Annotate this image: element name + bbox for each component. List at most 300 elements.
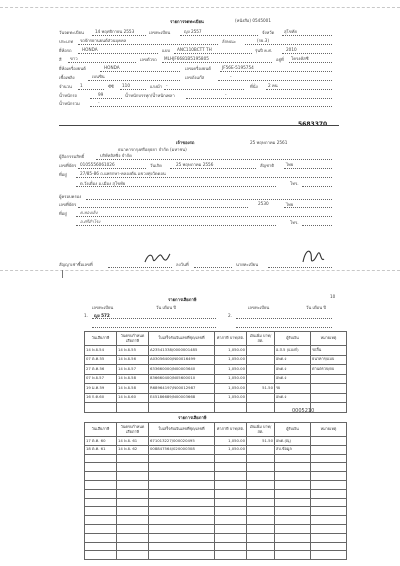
empty-cell — [247, 454, 275, 463]
cell-surcharge — [247, 445, 275, 454]
field-underline — [302, 186, 332, 187]
field-underline — [302, 225, 332, 226]
empty-cell — [275, 542, 311, 551]
cell-due-date: 14 พ.ย.58 — [117, 384, 149, 394]
empty-cell — [215, 507, 247, 516]
type-label: ประเภท — [59, 39, 74, 44]
field-underline — [289, 62, 332, 63]
table-row-empty — [85, 489, 347, 498]
model-year-value: 2010 — [286, 47, 297, 52]
empty-cell — [311, 463, 347, 472]
field-underline — [245, 44, 332, 45]
owner-line: ธนาคารกรุงศรีอยุธยา จำกัด (มหาชน) — [118, 147, 187, 152]
col-header-note: หมายเหตุ — [311, 423, 347, 437]
total-weight-value: - — [98, 100, 100, 105]
field-underline — [174, 53, 252, 54]
cell-receiver: อพด.ง — [275, 393, 311, 403]
cell-receipt-no: E45186689/N00003668 — [149, 393, 215, 403]
registrar-label: นายทะเบียน — [236, 262, 259, 267]
possessor-id-label: เลขที่บัตร — [59, 202, 77, 207]
empty-cell — [149, 507, 215, 516]
empty-cell — [149, 463, 215, 472]
empty-cell — [149, 533, 215, 542]
registration-no-label: เลขทะเบียน — [149, 30, 171, 35]
table-row — [85, 445, 347, 454]
empty-cell — [149, 480, 215, 489]
birth-value: 25 พฤษภาคม 2556 — [176, 162, 214, 167]
load-value: - — [225, 92, 227, 97]
cylinders-label: จำนวน — [59, 84, 72, 89]
field-underline — [180, 35, 258, 36]
model-label: แบบ — [162, 48, 171, 53]
cell-tax-amount: 1,050.00 — [215, 355, 247, 365]
col-header-tax: ค่าภาษี บาท/สต. — [215, 423, 247, 437]
cell-tax-amount: 1,050.00 — [215, 374, 247, 384]
stamp-number-2: 0005210 — [292, 408, 315, 414]
empty-cell — [311, 403, 347, 413]
cell-tax-date: 07 ต.ค.55 — [85, 355, 117, 365]
empty-cell — [215, 533, 247, 542]
cell-receipt-no: 836660400/N05600010 — [149, 374, 215, 384]
cell-receiver: รย — [275, 384, 311, 394]
cell-tax-amount: 1,050.00 — [215, 365, 247, 375]
cell-receipt-no: A23541338/0000001485 — [149, 346, 215, 356]
empty-cell — [85, 454, 117, 463]
empty-cell — [247, 542, 275, 551]
type-value: รถจักรยานยนต์ส่วนบุคคล — [80, 38, 127, 43]
empty-cell — [117, 472, 149, 481]
field-underline — [120, 89, 146, 90]
col-header-tax-date: วันเสียภาษี — [85, 332, 117, 346]
table-row — [85, 365, 347, 375]
empty-cell — [247, 489, 275, 498]
empty-cell — [85, 403, 117, 413]
section1-title: รายการจดทะเบียน — [170, 19, 204, 24]
empty-cell — [215, 403, 247, 413]
cell-tax-date: 27 ต.ค.56 — [85, 365, 117, 375]
empty-cell — [247, 403, 275, 413]
possessor-address-value-2: อ.ศรีสำโรง — [80, 219, 101, 224]
col-header-receiver: ผู้รับเงิน — [275, 332, 311, 346]
possessor-label: ผู้ครอบครอง — [59, 194, 82, 199]
field-underline — [282, 53, 332, 54]
empty-cell — [117, 516, 149, 525]
cell-receipt-no: R68964197/N00012987 — [149, 384, 215, 394]
cylinders-value: 1 — [80, 83, 83, 88]
empty-cell — [215, 542, 247, 551]
empty-cell — [275, 551, 311, 560]
field-underline — [164, 89, 244, 90]
cell-note — [311, 445, 347, 454]
field-underline — [218, 80, 332, 81]
cell-receipt-no: 671013227/000020495 — [149, 437, 215, 446]
color-label: สี — [59, 57, 62, 62]
empty-cell — [311, 551, 347, 560]
field-underline — [76, 177, 332, 178]
model-value: ANC110BCTT TH — [177, 47, 212, 52]
tax-table-2 — [84, 422, 347, 560]
empty-cell — [247, 551, 275, 560]
weight-label: น้ำหนักรถ — [59, 93, 78, 98]
table-row-empty — [85, 507, 347, 516]
empty-cell — [149, 403, 215, 413]
empty-cell — [275, 516, 311, 525]
empty-cell — [85, 472, 117, 481]
empty-cell — [275, 489, 311, 498]
address-value-2: ต.วังเดื่อง อ.เมือง สุโขทัย — [80, 181, 126, 186]
empty-cell — [149, 472, 215, 481]
chassis-value: MLHJF6681B5195805 — [164, 56, 209, 61]
empty-cell — [85, 524, 117, 533]
cell-tax-amount: 1,050.00 — [215, 346, 247, 356]
engine-brand-label: ยี่ห้อเครื่องยนต์ — [59, 66, 86, 71]
field-underline — [76, 225, 276, 226]
empty-cell — [247, 463, 275, 472]
cell-due-date: 14 พ.ย. 61 — [117, 437, 149, 446]
field-underline — [90, 106, 332, 107]
style-value: (รย.3) — [257, 38, 269, 43]
empty-cell — [275, 507, 311, 516]
brand-value: HONDA — [82, 47, 98, 52]
possessor-address-value: ต.ทองเลิง — [80, 210, 98, 215]
empty-cell — [275, 480, 311, 489]
cc-value: 110 — [122, 83, 130, 88]
empty-cell — [311, 454, 347, 463]
col-header-surcharge: เงินเพิ่ม บาท/สต. — [247, 332, 275, 346]
field-underline — [68, 62, 136, 63]
cell-tax-date: 07 พ.ย.57 — [85, 374, 117, 384]
cell-tax-date: 18 ต.ค. 61 — [85, 445, 117, 454]
table-row — [85, 346, 347, 356]
field-underline — [284, 207, 332, 208]
province-value: สุโขทัย — [284, 29, 297, 34]
table-row-empty — [85, 454, 347, 463]
cell-receipt-no: 633660000/N00003640 — [149, 365, 215, 375]
field-underline — [78, 44, 218, 45]
field-underline — [170, 168, 256, 169]
empty-cell — [247, 498, 275, 507]
province-label: จังหวัด — [262, 30, 275, 35]
field-underline — [186, 98, 332, 99]
cell-due-date: 14 พ.ย.55 — [117, 346, 149, 356]
empty-cell — [117, 507, 149, 516]
field-underline — [108, 267, 172, 268]
holder-signature — [142, 250, 172, 266]
fuel-label: เชื้อเพลิง — [59, 75, 75, 80]
weight-value: 99 — [98, 92, 104, 97]
hp-value: - — [166, 83, 168, 88]
cell-surcharge: 51.50 — [247, 384, 275, 394]
id-value: 0105556061026 — [80, 162, 115, 167]
cell-tax-date: 19 ม.ค.59 — [85, 384, 117, 394]
id-label: เลขที่บัตร — [59, 163, 77, 168]
total-weight-label: น้ำหนักรวม — [59, 101, 80, 106]
chassis-pos-label: อยู่ที่ — [276, 57, 284, 62]
load-label: น้ำหนักบรรทุก/น้ำหนักเพลา — [125, 93, 175, 98]
empty-cell — [85, 516, 117, 525]
dated-label: ลงวันที่ — [176, 262, 189, 267]
empty-cell — [149, 551, 215, 560]
hire-purchase-label: สัญญาเช่าซื้อเลขที่ — [59, 262, 93, 267]
brand-label: ยี่ห้อรถ — [59, 48, 72, 53]
date-header-2: วัน เดือน ปี — [306, 305, 327, 310]
holder-name: บริษัทลิสซิ่ง จำกัด — [100, 153, 132, 158]
cell-surcharge — [247, 355, 275, 365]
gas-tank-value: - — [230, 74, 232, 79]
col-header-note: หมายเหตุ — [311, 332, 347, 346]
cell-tax-amount: 1,050.00 — [215, 437, 247, 446]
field-underline — [92, 35, 146, 36]
empty-cell — [117, 524, 149, 533]
cell-due-date: 14 พ.ย.60 — [117, 393, 149, 403]
cell-due-date: 14 พ.ย.57 — [117, 365, 149, 375]
cell-tax-date: 16 ก.ค.60 — [85, 393, 117, 403]
reg-date-value: 14 พฤศจิกายน 2553 — [95, 29, 135, 34]
empty-cell — [149, 524, 215, 533]
empty-cell — [247, 524, 275, 533]
empty-cell — [149, 516, 215, 525]
empty-cell — [149, 454, 215, 463]
possessor-address-label: ที่อยู่ — [59, 211, 67, 216]
date-header-1: วัน เดือน ปี — [156, 305, 177, 310]
cell-note: ธนาคาร/แบบ — [311, 355, 347, 365]
col-header-due-date: วันครบกำหนดเสียภาษี — [117, 423, 149, 437]
table-row-empty — [85, 533, 347, 542]
empty-cell — [215, 516, 247, 525]
col-header-tax: ค่าภาษี บาท/สต. — [215, 332, 247, 346]
col-header-due-date: วันครบกำหนดเสียภาษี — [117, 332, 149, 346]
cell-receipt-no: 008847564/020000308 — [149, 445, 215, 454]
cell-surcharge: 51.50 — [247, 437, 275, 446]
field-underline — [78, 168, 146, 169]
empty-cell — [275, 498, 311, 507]
cell-receiver: อพด.ง — [275, 374, 311, 384]
page-number: 10 — [330, 294, 336, 299]
empty-cell — [85, 498, 117, 507]
cell-tax-amount: 1,050.00 — [215, 445, 247, 454]
table-row-empty — [85, 472, 347, 481]
cell-tax-amount: 1,050.00 — [215, 393, 247, 403]
field-underline — [282, 35, 332, 36]
cell-receiver: อพด.ง — [275, 365, 311, 375]
empty-cell — [215, 551, 247, 560]
empty-cell — [117, 542, 149, 551]
empty-cell — [215, 472, 247, 481]
field-underline — [76, 216, 332, 217]
empty-cell — [311, 524, 347, 533]
chassis-pos-value: โครงคัสซี — [291, 56, 309, 61]
empty-cell — [311, 498, 347, 507]
col-header-receipt: ใบเสร็จรับเงินเลขที่ชุด/เลขที่ — [149, 423, 215, 437]
empty-cell — [215, 524, 247, 533]
empty-cell — [117, 403, 149, 413]
field-underline — [78, 53, 158, 54]
field-underline — [194, 267, 232, 268]
empty-cell — [117, 489, 149, 498]
address-label: ที่อยู่ — [59, 172, 67, 177]
cell-note — [311, 374, 347, 384]
birth-label: วันเกิด — [150, 163, 162, 168]
empty-cell — [85, 463, 117, 472]
empty-cell — [149, 498, 215, 507]
empty-cell — [117, 551, 149, 560]
empty-cell — [247, 516, 275, 525]
field-underline — [88, 80, 180, 81]
empty-cell — [247, 507, 275, 516]
tax-table-1 — [84, 331, 347, 413]
field-underline — [220, 71, 332, 72]
empty-cell — [215, 489, 247, 498]
empty-cell — [275, 472, 311, 481]
empty-cell — [85, 542, 117, 551]
field-underline — [100, 71, 180, 72]
chassis-label: เลขตัวรถ — [140, 57, 157, 62]
cell-receipt-no: A03056400/N00016499 — [149, 355, 215, 365]
cell-tax-date: 14 พ.ย.54 — [85, 346, 117, 356]
seats-label: ที่นั่ง — [250, 84, 258, 89]
engine-no-value: JF56E-5195754 — [222, 65, 254, 70]
section2-title: เจ้าของรถ — [176, 140, 195, 145]
reg-row-1-value: ญง 572 — [94, 313, 110, 318]
engine-no-label: เลขเครื่องยนต์ — [185, 66, 211, 71]
empty-cell — [311, 516, 347, 525]
header-code: (หนังสือ) 0545001 — [235, 18, 271, 23]
empty-cell — [215, 480, 247, 489]
field-underline — [86, 199, 332, 200]
address-value: 27/85-86 ถ.แพรกษา-คลองตัน แขวงทุ่งวัดดอน — [80, 171, 166, 176]
field-underline — [78, 89, 104, 90]
empty-cell — [311, 472, 347, 481]
field-underline — [78, 207, 248, 208]
empty-cell — [117, 480, 149, 489]
empty-cell — [247, 480, 275, 489]
style-label: ลักษณะ — [222, 39, 236, 44]
empty-cell — [149, 542, 215, 551]
scan-artifact-line — [0, 270, 400, 271]
cell-surcharge — [247, 393, 275, 403]
reg-row-2-number: 2. — [228, 313, 232, 318]
empty-cell — [149, 489, 215, 498]
cell-receiver: อ.ส.5 (แบงก์) — [275, 346, 311, 356]
nationality-label: สัญชาติ — [260, 163, 275, 168]
empty-cell — [117, 533, 149, 542]
table-row-empty — [85, 524, 347, 533]
gas-tank-label: เลขถังแก๊ส — [185, 75, 205, 80]
col-header-receipt: ใบเสร็จรับเงินเลขที่ชุด/เลขที่ — [149, 332, 215, 346]
reg-row-1-number: 1. — [84, 313, 88, 318]
cell-tax-date: 17 ต.ค. 60 — [85, 437, 117, 446]
empty-cell — [311, 533, 347, 542]
cell-tax-amount: 1,050.00 — [215, 384, 247, 394]
empty-cell — [275, 533, 311, 542]
field-underline — [92, 318, 216, 319]
table-row — [85, 393, 347, 403]
empty-cell — [117, 463, 149, 472]
field-underline — [266, 89, 332, 90]
reg-header-2: เลขทะเบียน — [248, 305, 270, 310]
table-row-empty — [85, 498, 347, 507]
cell-note — [311, 393, 347, 403]
model-year-label: รุ่นปี ค.ศ. — [255, 48, 273, 53]
registrar-signature — [300, 246, 326, 266]
empty-cell — [85, 480, 117, 489]
table-row-empty — [85, 480, 347, 489]
table-row — [85, 437, 347, 446]
field-underline — [90, 98, 122, 99]
tel-label: โทร. — [290, 181, 299, 186]
seats-value: 2 คน — [268, 83, 278, 88]
reg-date-label: วันจดทะเบียน — [59, 30, 84, 35]
table-row — [85, 384, 347, 394]
stamp-number: 5683370 — [298, 121, 328, 128]
empty-cell — [311, 489, 347, 498]
section-divider — [59, 125, 339, 126]
empty-cell — [215, 498, 247, 507]
registration-no-value: ญง 2557 — [184, 29, 202, 34]
cell-due-date: 14 พ.ย.58 — [117, 374, 149, 384]
table-row-empty — [85, 551, 347, 560]
cell-receiver: อพด.(ณุ) — [275, 437, 311, 446]
fuel-value: เบนซิน — [92, 74, 105, 79]
binding-mark — [62, 270, 63, 278]
empty-cell — [311, 480, 347, 489]
owner-date: 25 พฤษภาคม 2561 — [250, 140, 288, 145]
field-underline — [76, 186, 276, 187]
table-row-empty — [85, 542, 347, 551]
col-header-receiver: ผู้รับเงิน — [275, 423, 311, 437]
table-row — [85, 374, 347, 384]
empty-cell — [311, 507, 347, 516]
empty-cell — [275, 463, 311, 472]
empty-cell — [247, 472, 275, 481]
field-underline — [284, 168, 332, 169]
table-row-empty — [85, 463, 347, 472]
hp-label: แรงม้า — [150, 84, 163, 89]
empty-cell — [215, 463, 247, 472]
field-underline — [268, 267, 332, 268]
cell-due-date: 14 พ.ย.56 — [117, 355, 149, 365]
field-underline — [236, 318, 332, 319]
cell-note: ด่านตรวจ/ดบ — [311, 365, 347, 375]
reg-header-1: เลขทะเบียน — [92, 305, 114, 310]
empty-cell — [85, 551, 117, 560]
field-underline — [162, 62, 272, 63]
empty-cell — [85, 533, 117, 542]
cell-surcharge — [247, 346, 275, 356]
possessor-nationality-value: ไทย — [286, 202, 294, 207]
cell-receiver: อพด.ง — [275, 355, 311, 365]
section3-title: รายการเสียภาษี — [168, 297, 197, 302]
cell-receiver: สบ.ข้อมูล — [275, 445, 311, 454]
scan-artifact-line — [0, 7, 400, 8]
color-value: ขาว — [70, 56, 78, 61]
holder-label: ผู้ถือกรรมสิทธิ์ — [59, 154, 85, 159]
empty-cell — [215, 454, 247, 463]
col-header-tax-date: วันเสียภาษี — [85, 423, 117, 437]
engine-brand-value: HONDA — [104, 65, 120, 70]
field-underline — [92, 327, 216, 328]
col-header-surcharge: เงินเพิ่ม บาท/สต. — [247, 423, 275, 437]
empty-cell — [117, 454, 149, 463]
field-underline — [96, 159, 332, 160]
cell-note — [311, 384, 347, 394]
nationality-value: ไทย — [286, 162, 294, 167]
cell-surcharge — [247, 365, 275, 375]
cell-note — [311, 437, 347, 446]
empty-cell — [85, 489, 117, 498]
possessor-tel-label: โทร. — [290, 220, 299, 225]
empty-cell — [117, 498, 149, 507]
